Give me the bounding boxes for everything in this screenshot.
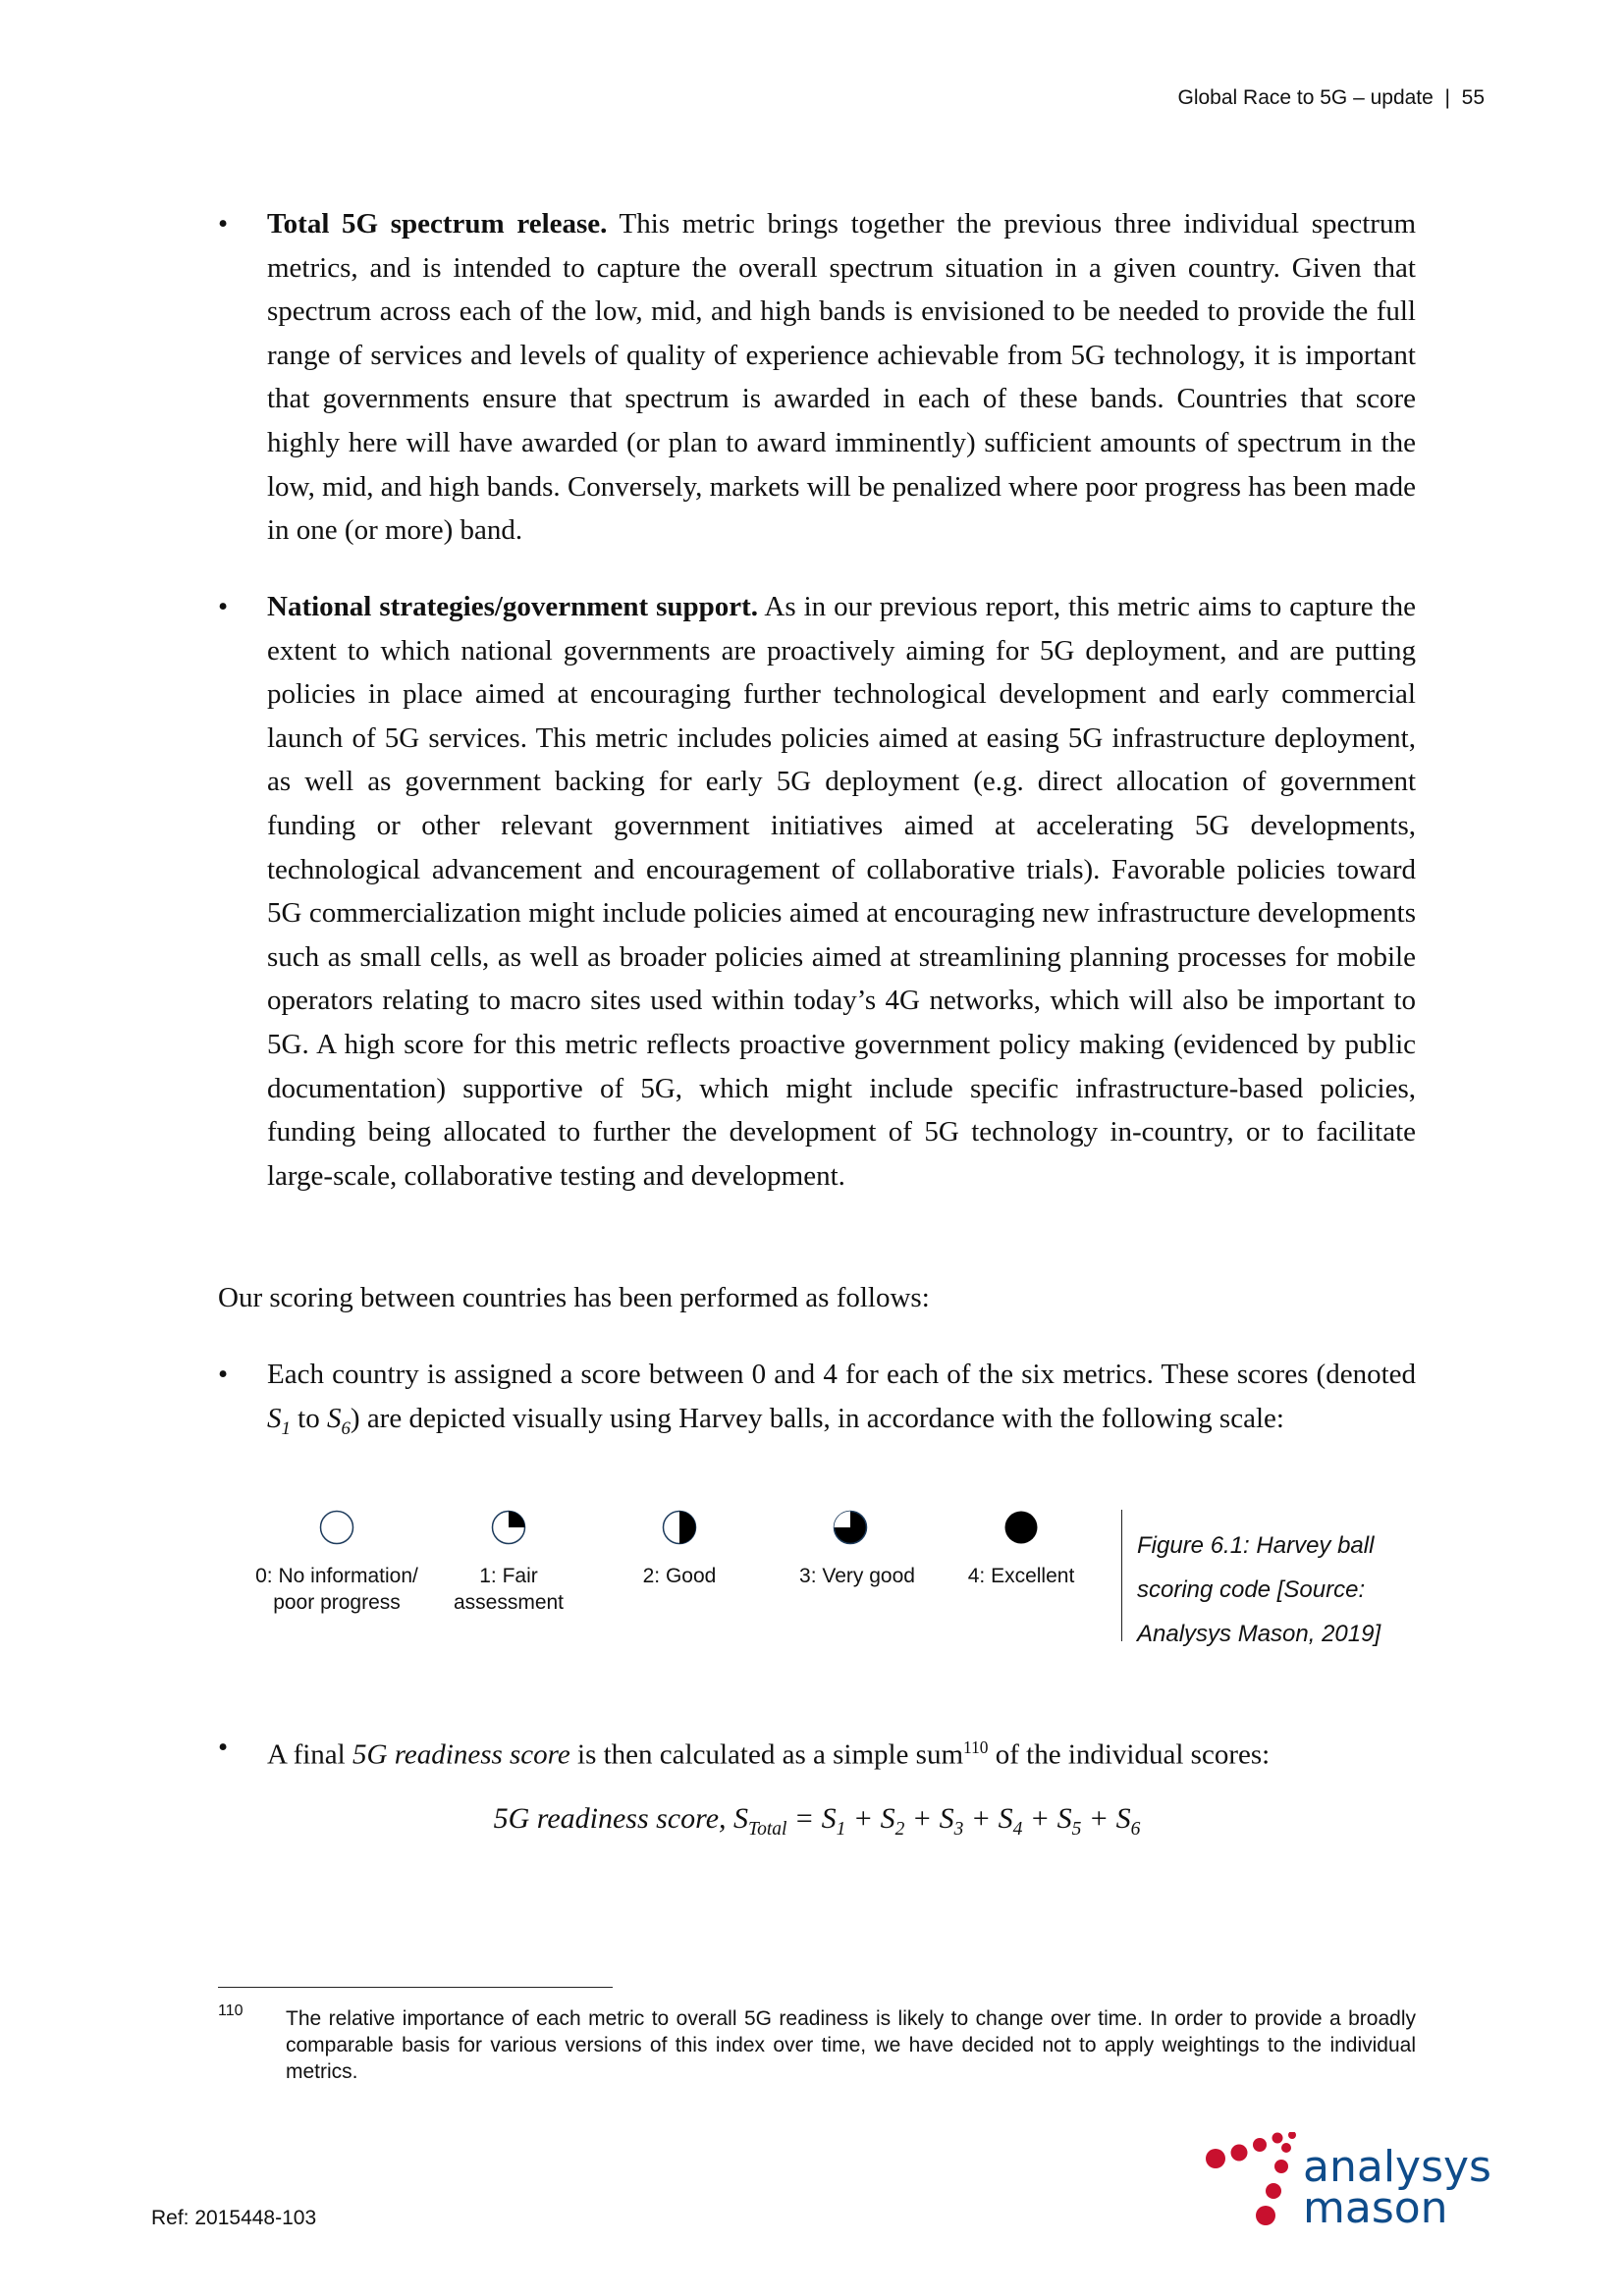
page-number: 55	[1461, 86, 1485, 109]
harvey-label: 1: Fair assessment	[453, 1565, 565, 1614]
svg-text:mason: mason	[1303, 2183, 1448, 2233]
bullet-text: As in our previous report, this metric aims to capture the extent to which national governments are proactively aiming for 5G deployment, and are putting policies in place aimed at encouraging further technological development and early commercial launch of 5G services. This metric includes policies aimed at easing 5G infrastructure deployment, as well as government backing for early 5G deployment (e.g. direct allocation of government funding or other relevant government initiatives aimed at accelerating 5G developments, technological advancement and encouragement of collaborative trials). Favorable policies toward 5G commercialization might include policies aimed at encouraging new infrastructure developments such as small cells, as well as broader policies aimed at streamlining planning processes for mobile operators relating to macro sites used within today’s 4G networks, which will also be important to 5G. A high score for this metric reflects proactive government policy making (evidenced by public documentation) supportive of 5G, which might include specific infrastructure-based policies, funding being allocated to further the development of 5G technology in-country, or to facilitate large-scale, collaborative testing and development.	[267, 591, 1417, 1192]
footnote-ref[interactable]: 110	[963, 1737, 989, 1757]
readiness-formula: 5G readiness score, $S_{Total} = S_1 + S_2 + S_3 + S_4 + S_5 + S_6$	[493, 1802, 1141, 1840]
footnote-divider	[218, 1987, 613, 1988]
final-score-bullet: A final 5G readiness score is then calculated as a simple sum$^{110}$ of the individual scores:	[267, 1737, 1271, 1771]
harvey-ball-2-icon	[662, 1510, 697, 1545]
bullet-marker: •	[218, 1359, 229, 1390]
running-header	[1177, 86, 1485, 110]
bullet-marker: •	[218, 208, 229, 240]
footnote-text: The relative importance of each metric to overall 5G readiness is likely to change over time. In order to provide a broadly comparable basis for various versions of this index over time, we have decided not to apply weightings to the individual metrics.	[286, 2007, 1416, 2083]
harvey-ball-3-icon	[833, 1510, 868, 1545]
bullet-national-strategies	[267, 585, 1416, 1198]
analysys-mason-logo	[1205, 2132, 1509, 2240]
bullet-heading: Total 5G spectrum release.	[267, 208, 608, 240]
scoring-bullet: Each country is assigned a score between 0 and 4 for each of the six metrics. These scores (denoted $S_1$ to $S_6$) are depicted visually using Harvey balls, in accordance with the following scale:	[267, 1359, 1416, 1439]
figure-caption: Figure 6.1: Harvey ball scoring code [Source: Analysys Mason, 2019]	[1137, 1532, 1381, 1647]
bullet-text: This metric brings together the previous three individual spectrum metrics, and is intended to capture the overall spectrum situation in a given country. Given that spectrum across each of the low, mid, and high bands is envisioned to be needed to provide the full range of services and levels of quality of experience achievable from 5G technology, it is important that governments ensure that spectrum is awarded in each of these bands. Countries that score highly here will have awarded (or plan to award imminently) sufficient amounts of spectrum in the low, mid, and high bands. Conversely, markets will be penalized where poor progress has been made in one (or more) band.	[267, 208, 1417, 547]
bullet-total-spectrum	[267, 202, 1416, 553]
scoring-intro: Our scoring between countries has been performed as follows:	[218, 1282, 930, 1313]
header-title: Global Race to 5G – update	[1177, 86, 1434, 109]
caption-divider	[1121, 1510, 1122, 1641]
document-ref: Ref: 2015448-103	[151, 2207, 317, 2229]
harvey-ball-1-icon	[491, 1510, 526, 1545]
harvey-label: 3: Very good	[799, 1565, 915, 1587]
harvey-label: 0: No information/ poor progress	[255, 1565, 418, 1614]
harvey-ball-4-icon	[1003, 1510, 1039, 1545]
bullet-marker: •	[218, 1732, 229, 1763]
bullet-heading: National strategies/government support.	[267, 591, 759, 622]
harvey-label: 4: Excellent	[967, 1565, 1075, 1587]
svg-text:analysys: analysys	[1303, 2142, 1491, 2192]
header-separator: |	[1444, 86, 1450, 109]
bullet-marker: •	[218, 591, 229, 622]
harvey-label: 2: Good	[642, 1565, 717, 1587]
footnote-number: 110	[218, 2002, 244, 2019]
harvey-ball-0-icon	[319, 1510, 354, 1545]
